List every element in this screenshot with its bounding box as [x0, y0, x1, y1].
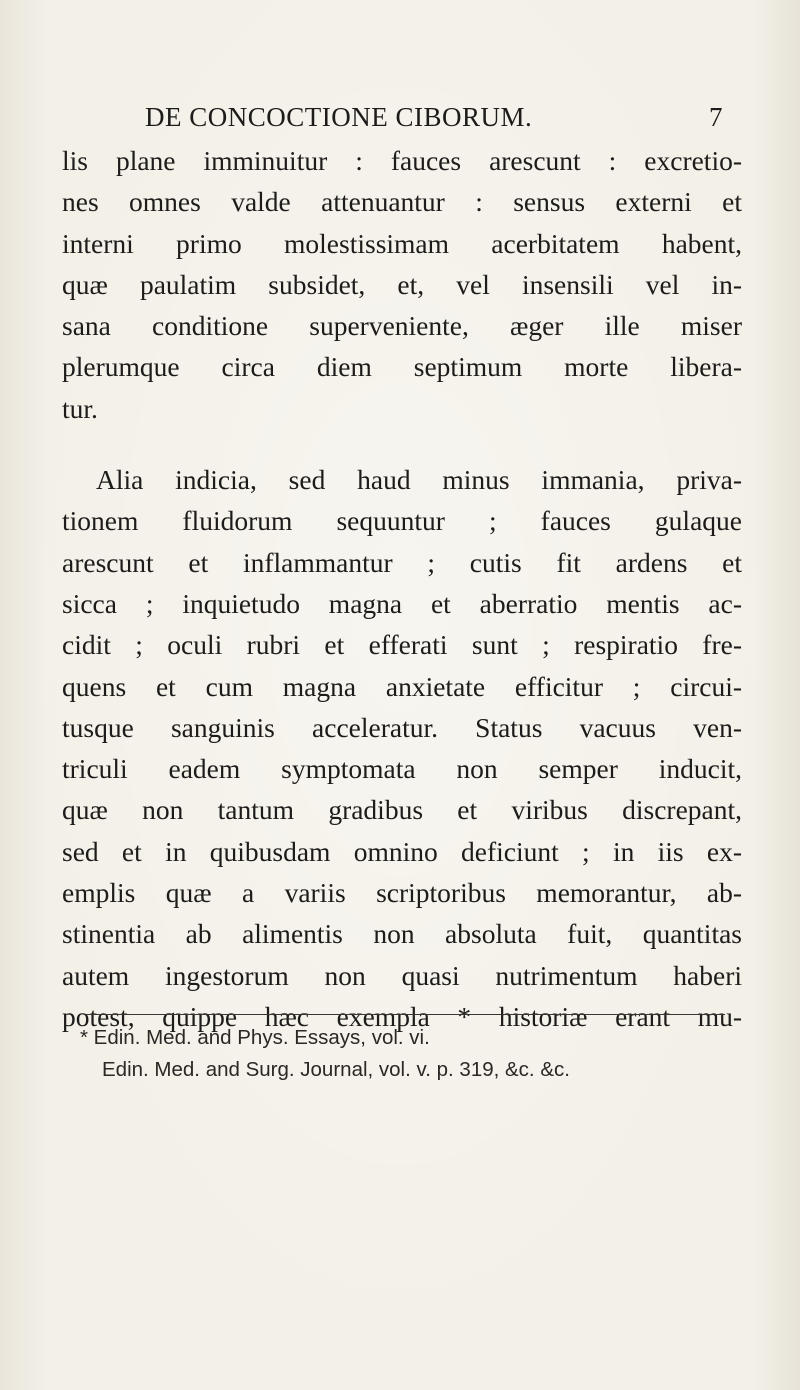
text-line: tur. [62, 392, 98, 424]
text-line: cidit ; oculi rubri et efferati sunt ; respiratio fre- [62, 629, 742, 661]
footnote-line: Edin. Med. and Surg. Journal, vol. v. p. 319, &c. &c. [102, 1058, 570, 1081]
text-line: sana conditione superveniente, æger ille miser [62, 310, 742, 342]
text-line: tusque sanguinis acceleratur. Status vacuus ven- [62, 711, 742, 743]
footnote-divider [85, 1014, 725, 1015]
text-line: quens et cum magna anxietate efficitur ; circui- [62, 670, 742, 702]
paragraph-2 [62, 459, 742, 1037]
running-head [145, 96, 723, 136]
paragraph-1 [62, 140, 742, 429]
footnotes [80, 1022, 750, 1086]
text-line: quæ non tantum gradibus et viribus discrepant, [62, 794, 742, 826]
paragraph-gap [62, 429, 742, 459]
text-line: arescunt et inflammantur ; cutis fit ardens et [62, 546, 742, 578]
text-line: lis plane imminuitur : fauces arescunt : excretio- [62, 145, 742, 176]
text-line: interni primo molestissimam acerbitatem habent, [62, 227, 742, 259]
text-line: autem ingestorum non quasi nutrimentum haberi [62, 959, 742, 991]
text-line: plerumque circa diem septimum morte libera- [62, 351, 742, 383]
text-line: triculi eadem symptomata non semper inducit, [62, 753, 742, 785]
page-number: 7 [709, 102, 723, 132]
text-line: tionem fluidorum sequuntur ; fauces gulaque [62, 505, 742, 537]
footnote-line: * Edin. Med. and Phys. Essays, vol. vi. [80, 1026, 430, 1049]
text-line: sed et in quibusdam omnino deficiunt ; in iis ex- [62, 835, 742, 867]
text-line: stinentia ab alimentis non absoluta fuit, quantitas [62, 918, 742, 950]
text-line: emplis quæ a variis scriptoribus memorantur, ab- [62, 877, 742, 909]
running-title: DE CONCOCTIONE CIBORUM. [145, 102, 533, 132]
text-line: nes omnes valde attenuantur : sensus externi et [62, 186, 742, 218]
text-line: Alia indicia, sed haud minus immania, priva- [96, 464, 742, 496]
text-line: quæ paulatim subsidet, et, vel insensili vel in- [62, 268, 742, 300]
text-line: sicca ; inquietudo magna et aberratio mentis ac- [62, 587, 742, 619]
text-line: potest, quippe hæc exempla * historiæ erant mu- [62, 1000, 742, 1032]
body-text [62, 140, 742, 1037]
